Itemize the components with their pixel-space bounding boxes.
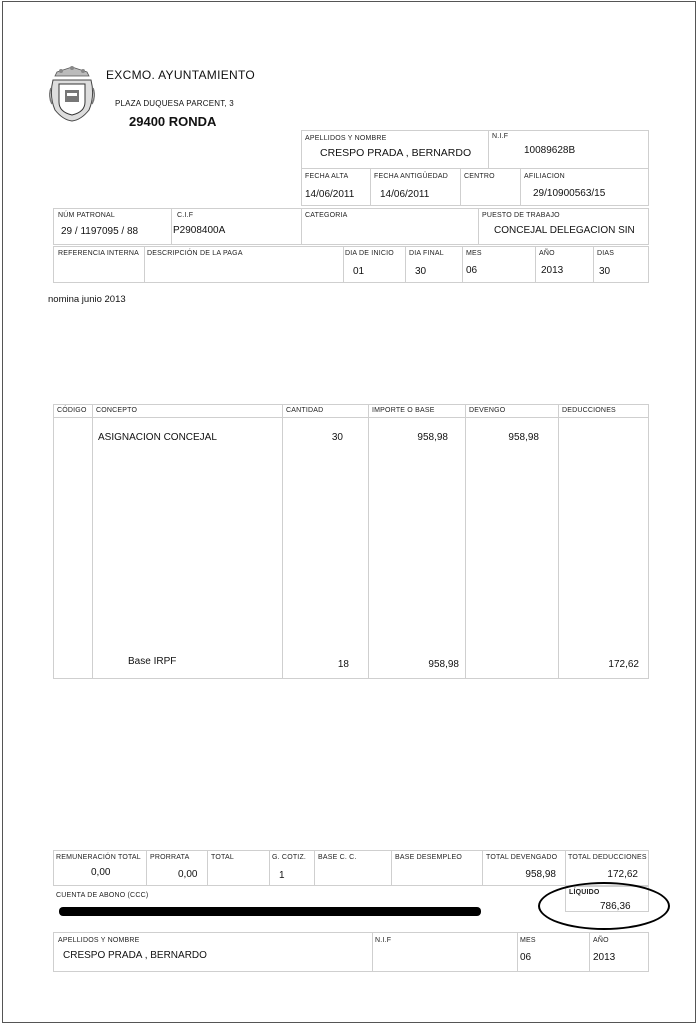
gcotiz-label: G. COTIZ. <box>272 854 307 861</box>
liquido-label: LÍQUIDO <box>569 889 600 896</box>
employee-nif: 10089628B <box>524 145 576 156</box>
dias-label: DIAS <box>597 250 615 257</box>
row-devengo: 958,98 <box>508 432 539 443</box>
col-deducciones-header: DEDUCCIONES <box>562 407 616 414</box>
fecha-alta-label: FECHA ALTA <box>305 173 349 180</box>
row-cantidad: 30 <box>331 432 343 443</box>
categoria-label: CATEGORIA <box>305 212 348 219</box>
footer-name-label: APELLIDOS Y NOMBRE <box>58 937 140 944</box>
base-cc-label: BASE C. C. <box>318 854 357 861</box>
row-importe: 958,98 <box>428 659 459 670</box>
liquido-amount: 786,36 <box>600 901 631 912</box>
centro-label: CENTRO <box>464 173 495 180</box>
total-deducciones: 172,62 <box>607 869 638 880</box>
organization-name: EXCMO. AYUNTAMIENTO <box>106 68 256 82</box>
col-cantidad-header: CANTIDAD <box>286 407 324 414</box>
employee-name: CRESPO PRADA , BERNARDO <box>320 147 472 159</box>
fecha-antiguedad-label: FECHA ANTIGÜEDAD <box>374 173 448 180</box>
payslip-note: nomina junio 2013 <box>48 294 126 305</box>
cuenta-abono-label: CUENTA DE ABONO (CCC) <box>56 892 149 899</box>
row-deducciones: 172,62 <box>608 659 639 670</box>
afiliacion-label: AFILIACION <box>524 173 565 180</box>
puesto: CONCEJAL DELEGACION SIN <box>494 225 635 236</box>
afiliacion: 29/10900563/15 <box>533 188 606 199</box>
footer-mes-label: MES <box>520 937 536 944</box>
cif-label: C.I.F <box>177 212 194 219</box>
dia-final: 30 <box>415 266 427 277</box>
total-devengado-label: TOTAL DEVENGADO <box>486 854 558 861</box>
prorrata-label: PRORRATA <box>150 854 190 861</box>
remuneracion: 0,00 <box>91 867 111 878</box>
col-codigo-header: CÓDIGO <box>57 407 87 414</box>
employee-name-label: APELLIDOS Y NOMBRE <box>305 135 387 142</box>
dia-inicio-label: DIA DE INICIO <box>345 250 394 257</box>
footer-mes: 06 <box>520 952 532 963</box>
prorrata: 0,00 <box>178 869 198 880</box>
row-concepto: ASIGNACION CONCEJAL <box>98 432 217 443</box>
dia-final-label: DIA FINAL <box>409 250 444 257</box>
row-cantidad: 18 <box>337 659 349 670</box>
footer-anio-label: AÑO <box>593 937 609 944</box>
coat-of-arms-logo <box>49 66 95 122</box>
dia-inicio: 01 <box>353 266 365 277</box>
redacted-account-number <box>59 907 481 916</box>
concepts-table <box>53 404 649 679</box>
gcotiz: 1 <box>279 870 285 881</box>
mes: 06 <box>466 265 478 276</box>
payslip-page <box>2 1 696 1023</box>
footer-name: CRESPO PRADA , BERNARDO <box>63 950 207 961</box>
fecha-antiguedad: 14/06/2011 <box>380 189 430 200</box>
num-patronal-label: NÚM PATRONAL <box>58 212 115 219</box>
total-devengado: 958,98 <box>525 869 556 880</box>
footer-nif-label: N.I.F <box>375 937 392 944</box>
total-label: TOTAL <box>211 854 234 861</box>
cif: P2908400A <box>173 225 226 236</box>
col-devengo-header: DEVENGO <box>469 407 506 414</box>
row-concepto: Base IRPF <box>128 656 177 667</box>
referencia-label: REFERENCIA INTERNA <box>58 250 139 257</box>
puesto-label: PUESTO DE TRABAJO <box>482 212 560 219</box>
num-patronal: 29 / 1197095 / 88 <box>61 226 139 237</box>
footer-anio: 2013 <box>593 952 616 963</box>
fecha-alta: 14/06/2011 <box>305 189 355 200</box>
anio: 2013 <box>541 265 564 276</box>
organization-address: PLAZA DUQUESA PARCENT, 3 <box>115 99 234 108</box>
anio-label: AÑO <box>539 250 555 257</box>
total-deducciones-label: TOTAL DEDUCCIONES <box>568 854 647 861</box>
col-importe-header: IMPORTE O BASE <box>372 407 435 414</box>
liquido-highlight-circle <box>538 882 670 930</box>
employee-nif-label: N.I.F <box>492 133 509 140</box>
base-desempleo-label: BASE DESEMPLEO <box>395 854 462 861</box>
dias: 30 <box>599 266 611 277</box>
col-concepto-header: CONCEPTO <box>96 407 138 414</box>
remuneracion-label: REMUNERACIÓN TOTAL <box>56 854 141 861</box>
mes-label: MES <box>466 250 482 257</box>
descripcion-label: DESCRIPCIÓN DE LA PAGA <box>147 250 243 257</box>
row-importe: 958,98 <box>417 432 448 443</box>
organization-city: 29400 RONDA <box>129 114 217 129</box>
